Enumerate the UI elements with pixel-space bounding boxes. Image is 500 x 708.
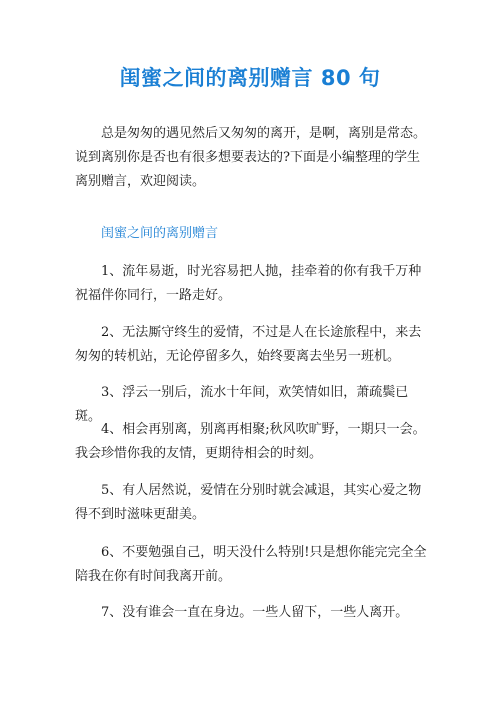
farewell-item-2: 2、无法厮守终生的爱情，不过是人在长途旅程中，来去匆匆的转机站，无论停留多久，始终要离去坐另一班机。: [75, 325, 422, 364]
farewell-item-1: 1、流年易逝，时光容易把人抛，挂牵着的你有我千万种祝福伴你同行，一路走好。: [75, 264, 422, 303]
farewell-item-4: 4、相会再别离，别离再相聚;秋风吹旷野，一期只一会。我会珍惜你我的友情，更期待相会的时刻。: [75, 422, 426, 461]
section-heading: 闺蜜之间的离别赠言: [101, 226, 219, 241]
intro-paragraph: 总是匆匆的遇见然后又匆匆的离开，是啊，离别是常态。说到离别你是否也有很多想要表达的?下面是小编整理的学生离别赠言，欢迎阅读。: [75, 126, 427, 189]
farewell-item-6: 6、不要勉强自己，明天没什么特别!只是想你能完完全全陪我在你有时间我离开前。: [75, 545, 427, 584]
farewell-item-3: 3、浮云一别后，流水十年间，欢笑情如旧，萧疏鬓已斑。: [75, 385, 409, 424]
farewell-item-7: 7、没有谁会一直在身边。一些人留下，一些人离开。: [101, 605, 409, 620]
page-title: 闺蜜之间的离别赠言 80 句: [119, 66, 381, 90]
farewell-item-5: 5、有人居然说，爱情在分别时就会减退，其实心爱之物得不到时滋味更甜美。: [75, 483, 422, 522]
